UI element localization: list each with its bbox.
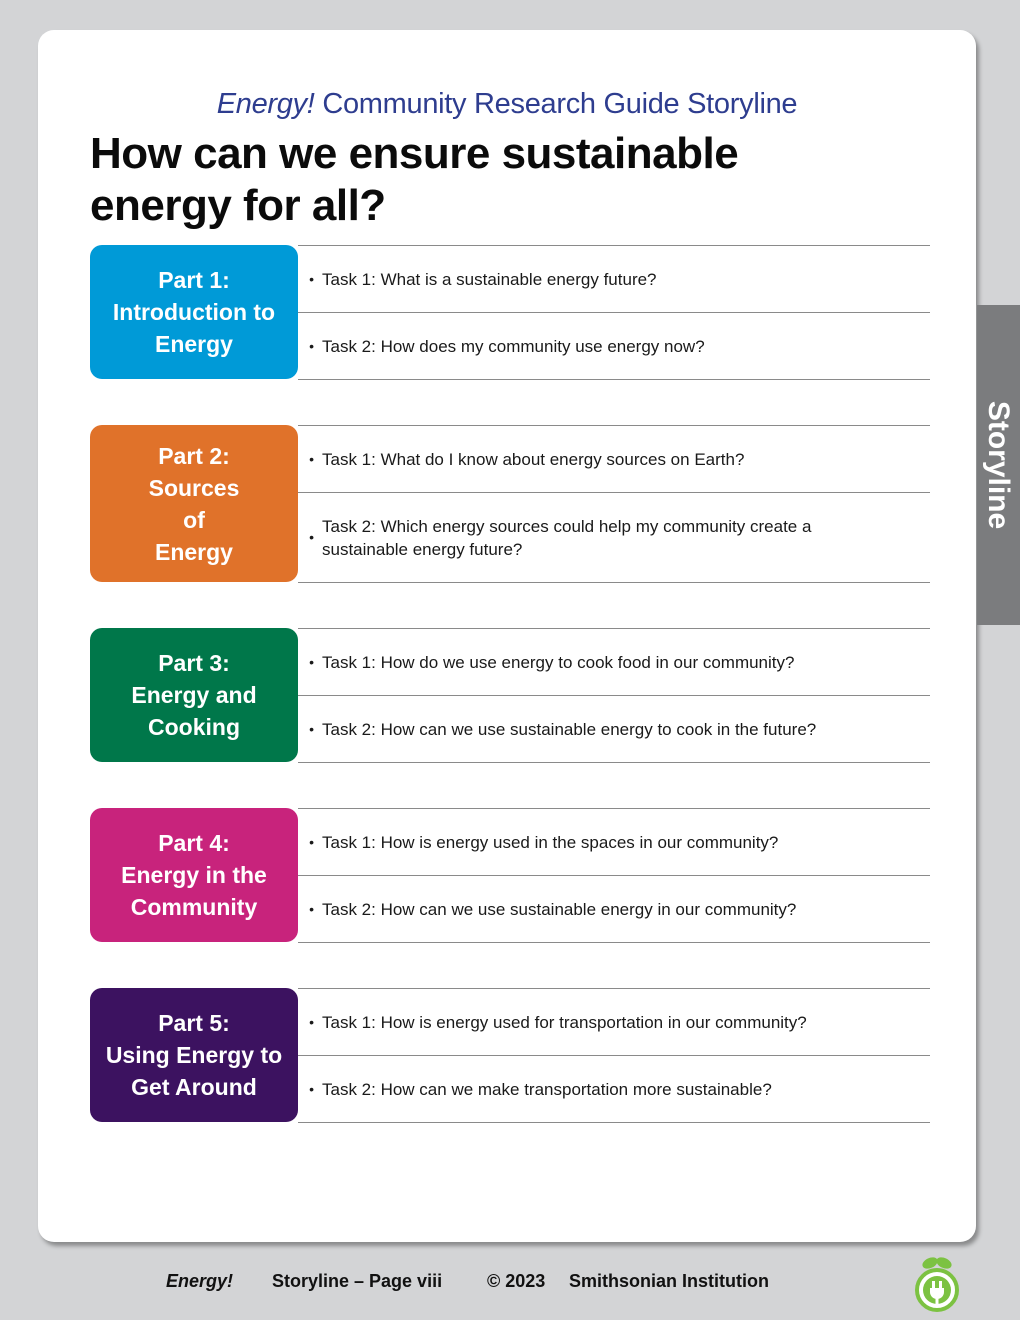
part-3	[90, 628, 930, 762]
task-text: Task 1: How is energy used for transportation in our community?	[322, 1012, 807, 1032]
part-label-line: Part 3:	[158, 650, 230, 676]
task-item	[298, 492, 930, 583]
task-text: Task 1: What is a sustainable energy future?	[322, 269, 657, 289]
bullet-icon: •	[309, 653, 314, 670]
part-label-line: Part 5:	[158, 1010, 230, 1036]
part-4-label	[90, 808, 298, 942]
task-item	[298, 245, 930, 312]
part-label-line: of	[183, 506, 205, 533]
task-item	[298, 425, 930, 492]
task-item	[298, 988, 930, 1055]
part-label-line: Energy	[155, 331, 233, 357]
plug-leaf-icon	[912, 1254, 962, 1314]
footer-copyright: © 2023	[487, 1271, 546, 1291]
part-label-line: Get Around	[131, 1074, 257, 1100]
part-label-line: Part 2:	[158, 442, 230, 469]
part-3-label	[90, 628, 298, 762]
part-5	[90, 988, 930, 1122]
task-text: Task 2: How does my community use energy now?	[322, 336, 705, 356]
page-footer	[0, 1271, 1020, 1293]
bullet-icon: •	[309, 337, 314, 354]
bullet-icon: •	[309, 1013, 314, 1030]
part-label-line: Energy and	[131, 682, 257, 708]
task-item	[298, 312, 930, 380]
task-text: Task 2: How can we make transportation more sustainable?	[322, 1079, 772, 1099]
footer-page: Storyline – Page viii	[272, 1271, 443, 1291]
task-item	[298, 695, 930, 763]
bullet-icon: •	[309, 529, 314, 545]
part-label-line: Energy in the	[121, 862, 267, 888]
page-card	[38, 30, 976, 1242]
task-text: Task 2: How can we use sustainable energy in our community?	[322, 899, 797, 919]
task-text: Task 1: What do I know about energy sources on Earth?	[322, 449, 745, 469]
bullet-icon: •	[309, 833, 314, 850]
part-label-line: Part 4:	[158, 830, 230, 856]
bullet-icon: •	[309, 720, 314, 737]
footer-org: Smithsonian Institution	[569, 1271, 769, 1291]
task-item	[298, 808, 930, 875]
part-label-line: Introduction to	[112, 299, 276, 325]
bullet-icon: •	[309, 270, 314, 287]
part-label-line: Community	[130, 894, 258, 920]
part-2-label	[90, 425, 298, 582]
part-1	[90, 245, 930, 379]
task-text: Task 1: How is energy used in the spaces in our community?	[322, 832, 779, 852]
part-label-line: Energy	[155, 538, 233, 565]
guide-header	[38, 88, 976, 121]
page-title: How can we ensure sustainable energy for all?	[90, 129, 739, 230]
task-item	[298, 628, 930, 695]
part-5-label	[90, 988, 298, 1122]
part-4	[90, 808, 930, 942]
header-brand: Energy!	[216, 88, 315, 120]
bullet-icon: •	[309, 1080, 314, 1097]
task-text: Task 1: How do we use energy to cook food in our community?	[322, 652, 795, 672]
part-label-line: Part 1:	[158, 267, 230, 293]
side-tab-label: Storyline	[982, 400, 1016, 530]
header-rest: Community Research Guide Storyline	[314, 88, 798, 120]
part-label-line: Sources	[148, 474, 240, 501]
part-label-line: Cooking	[148, 714, 240, 740]
storyline-side-tab	[977, 305, 1020, 625]
task-text: Task 2: How can we use sustainable energy to cook in the future?	[322, 719, 817, 739]
task-item	[298, 875, 930, 943]
bullet-icon: •	[309, 900, 314, 917]
part-label-line: Using Energy to	[105, 1042, 283, 1068]
task-text: Task 2: Which energy sources could help my community create a sustainable energy future?	[322, 516, 812, 559]
task-item	[298, 1055, 930, 1123]
bullet-icon: •	[309, 450, 314, 467]
part-2	[90, 425, 930, 582]
part-1-label	[90, 245, 298, 379]
footer-brand: Energy!	[166, 1271, 234, 1291]
